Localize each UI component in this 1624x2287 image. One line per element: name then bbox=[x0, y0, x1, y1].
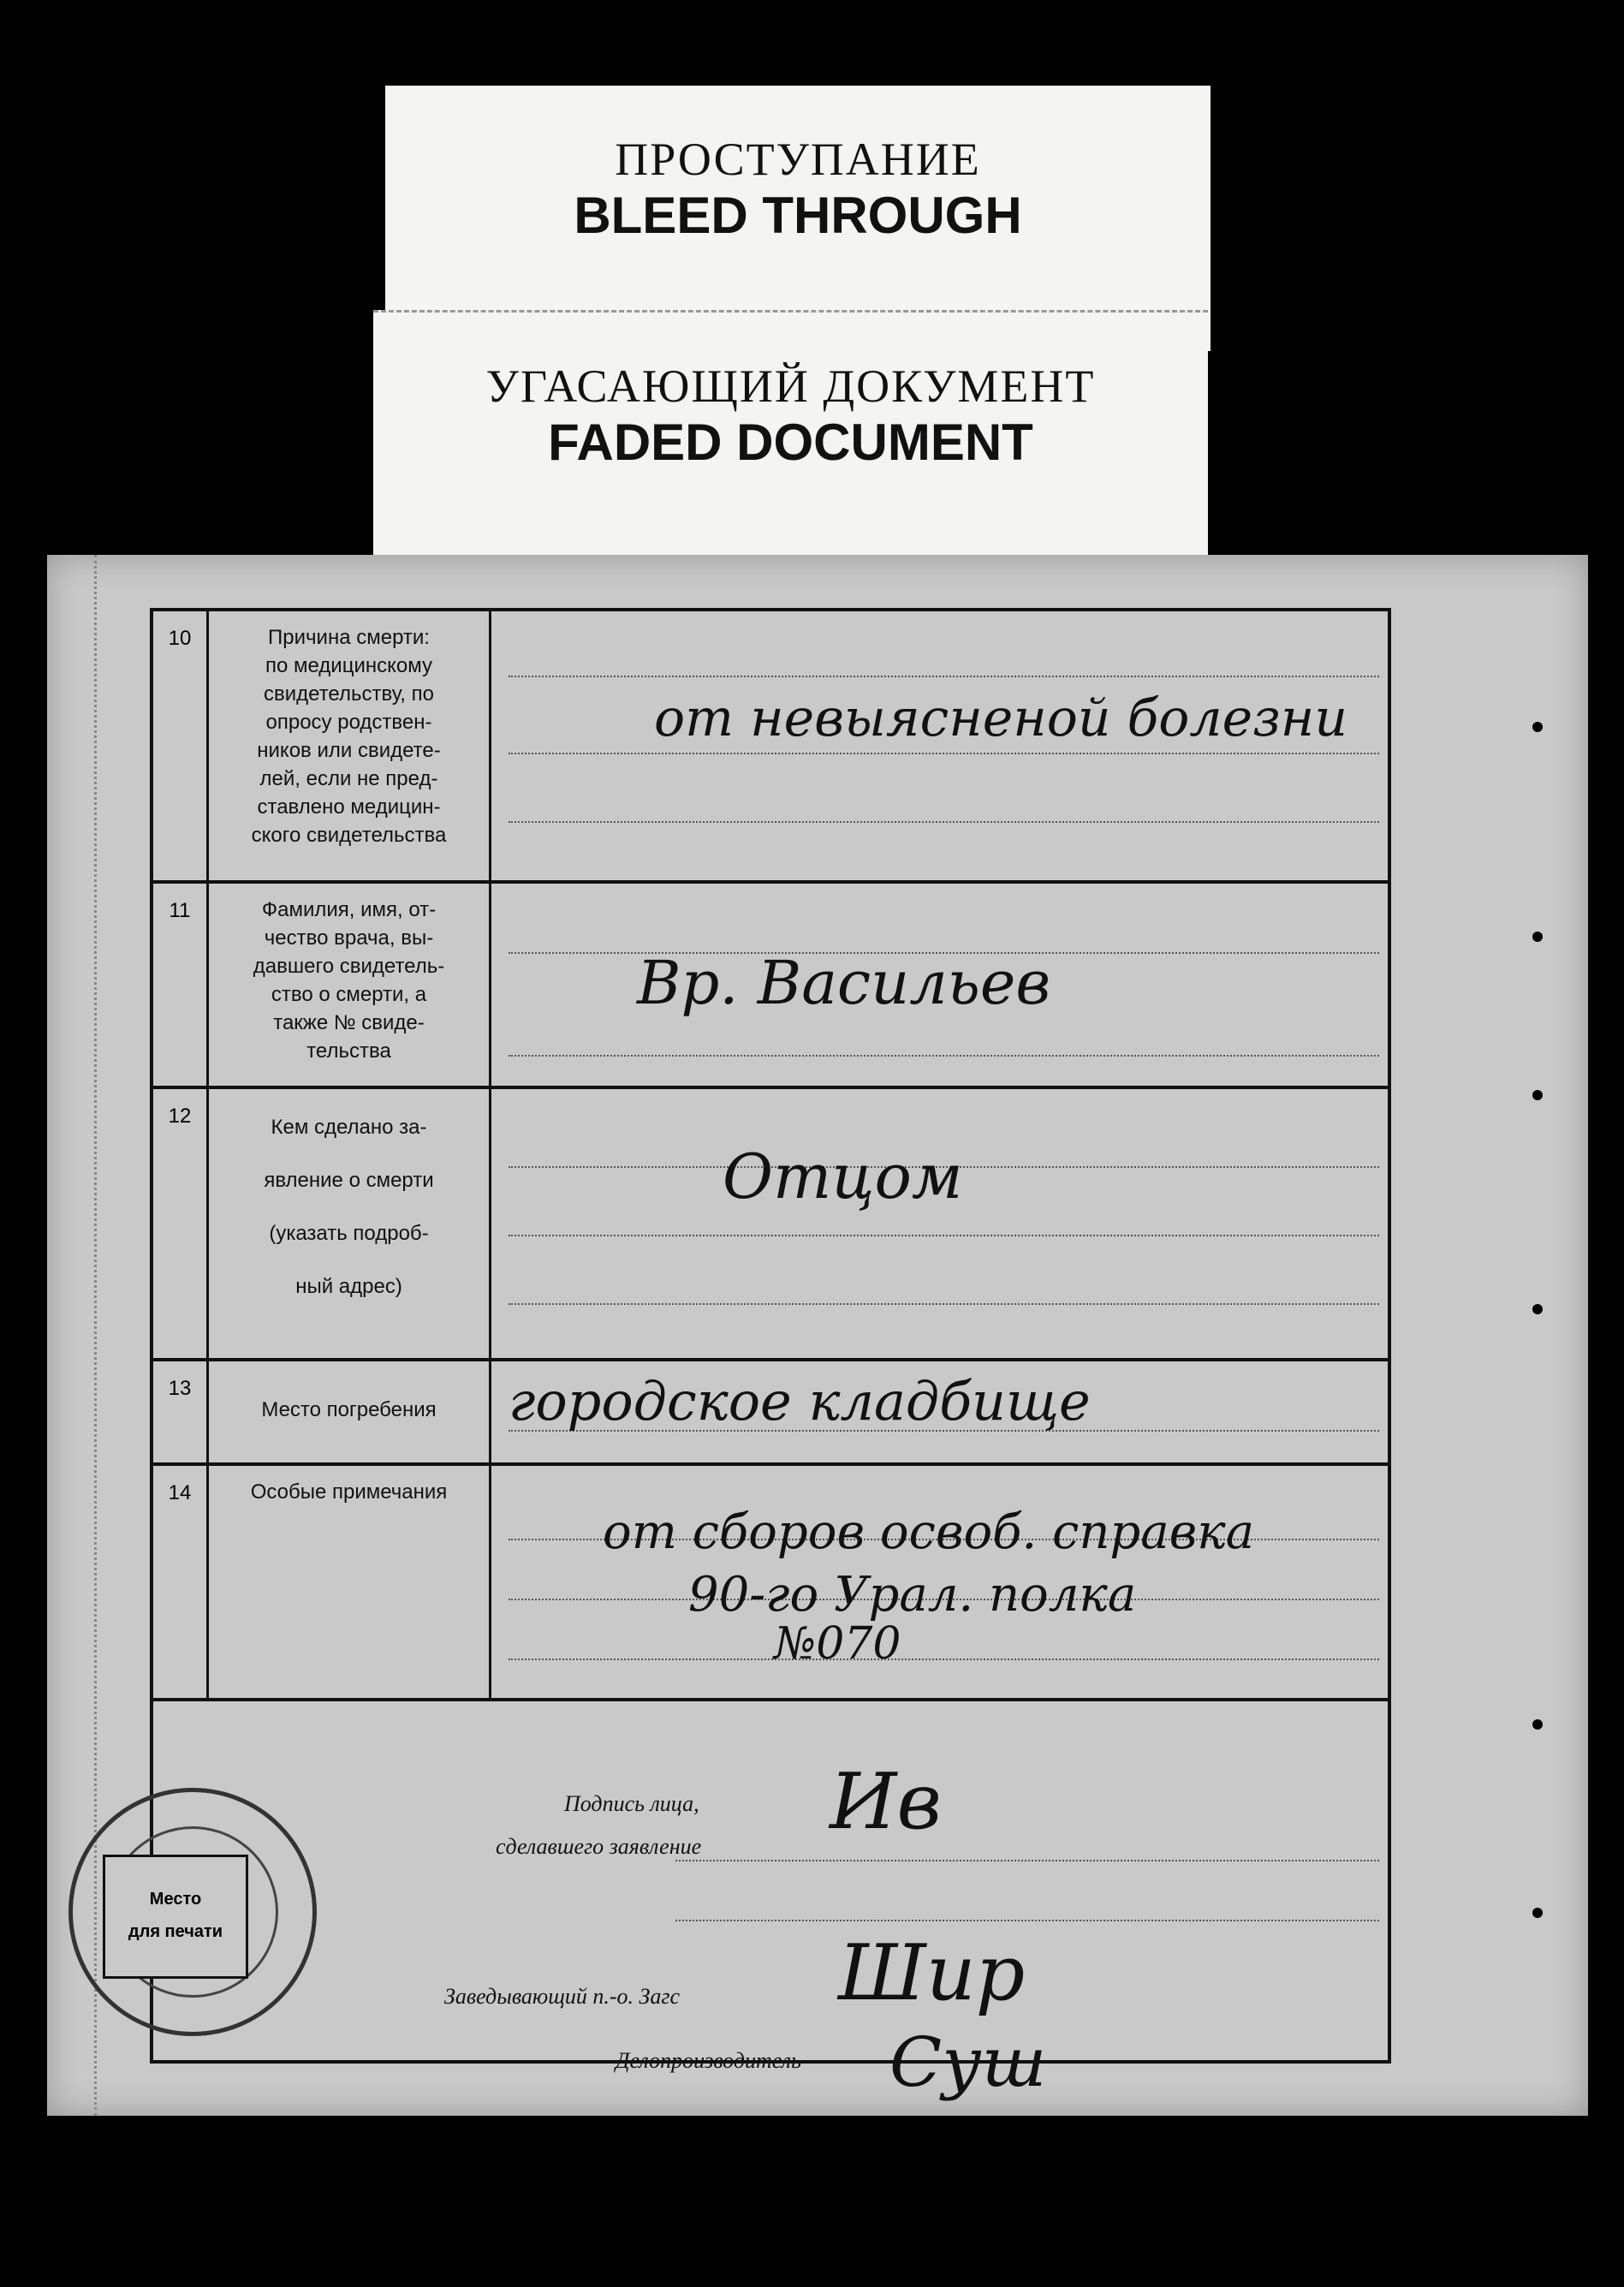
row-number: 13 bbox=[153, 1361, 209, 1462]
handwritten-note-line: 90-го Урал. полка bbox=[688, 1567, 1137, 1623]
handwritten-burial-place: городское кладбище bbox=[509, 1370, 1091, 1432]
row-number: 12 bbox=[153, 1089, 209, 1358]
handwritten-declarant: Отцом bbox=[723, 1141, 963, 1212]
row-cause-of-death bbox=[153, 611, 1388, 884]
row-number: 10 bbox=[153, 611, 209, 880]
clerk-signature-caption: Делопроизводитель bbox=[616, 2048, 801, 2073]
punch-hole bbox=[1532, 1908, 1543, 1918]
punch-hole bbox=[1532, 722, 1543, 732]
faded-document-label-card bbox=[373, 310, 1208, 561]
applicant-signature: Ив bbox=[830, 1757, 942, 1847]
applicant-signature-caption: сделавшего заявление bbox=[496, 1834, 702, 1859]
row-value-area bbox=[491, 1466, 1388, 1698]
row-special-notes bbox=[153, 1466, 1388, 1701]
clerk-signature: Суш bbox=[889, 2022, 1047, 2102]
faded-document-en-text: FADED DOCUMENT bbox=[548, 414, 1033, 471]
applicant-signature-caption: Подпись лица, bbox=[564, 1791, 699, 1816]
row-number: 14 bbox=[153, 1466, 209, 1698]
row-value-area bbox=[491, 884, 1388, 1086]
row-doctor bbox=[153, 884, 1388, 1089]
row-number: 11 bbox=[153, 884, 209, 1086]
punch-hole bbox=[1532, 1090, 1543, 1100]
bleed-through-ru-text: ПРОСТУПАНИЕ bbox=[615, 134, 981, 185]
punch-hole bbox=[1532, 1719, 1543, 1730]
row-label: Место погребения bbox=[209, 1361, 491, 1462]
row-value-area bbox=[491, 1361, 1388, 1462]
stamp-placeholder-box: Место для печати bbox=[103, 1855, 248, 1979]
handwritten-note-line: от сборов освоб. справка bbox=[603, 1504, 1255, 1560]
row-burial-place bbox=[153, 1361, 1388, 1466]
row-label: Особые примечания bbox=[209, 1466, 491, 1698]
handwritten-note-line: №070 bbox=[774, 1618, 901, 1670]
head-signature-caption: Заведывающий п.-о. Загс bbox=[444, 1984, 681, 2009]
row-label: Кем сделано за- явление о смерти (указать подроб- ный адрес) bbox=[209, 1089, 491, 1358]
row-value-area bbox=[491, 611, 1388, 880]
handwritten-cause: от невыясненой болезни bbox=[654, 688, 1347, 748]
row-declarant bbox=[153, 1089, 1388, 1361]
faded-document-ru-text: УГАСАЮЩИЙ ДОКУМЕНТ bbox=[485, 360, 1096, 412]
bleed-through-en-text: BLEED THROUGH bbox=[574, 187, 1022, 244]
head-signature: Шир bbox=[838, 1928, 1026, 2018]
row-value-area bbox=[491, 1089, 1388, 1358]
death-record-sheet bbox=[47, 555, 1588, 2116]
row-label: Фамилия, имя, от- чество врача, вы- давшего свидетель- ство о смерти, а также № свиде- тельства bbox=[209, 884, 491, 1086]
punch-hole bbox=[1532, 1304, 1543, 1314]
signature-area bbox=[153, 1740, 1388, 2102]
death-record-form bbox=[150, 608, 1391, 2102]
row-label: Причина смерти: по медицинскому свидетельству, по опросу родствен- ников или свидете- лей, если не пред- ставлено медицин- ского свидетельства bbox=[209, 611, 491, 880]
punch-hole bbox=[1532, 932, 1543, 942]
handwritten-doctor: Вр. Васильев bbox=[637, 948, 1051, 1018]
